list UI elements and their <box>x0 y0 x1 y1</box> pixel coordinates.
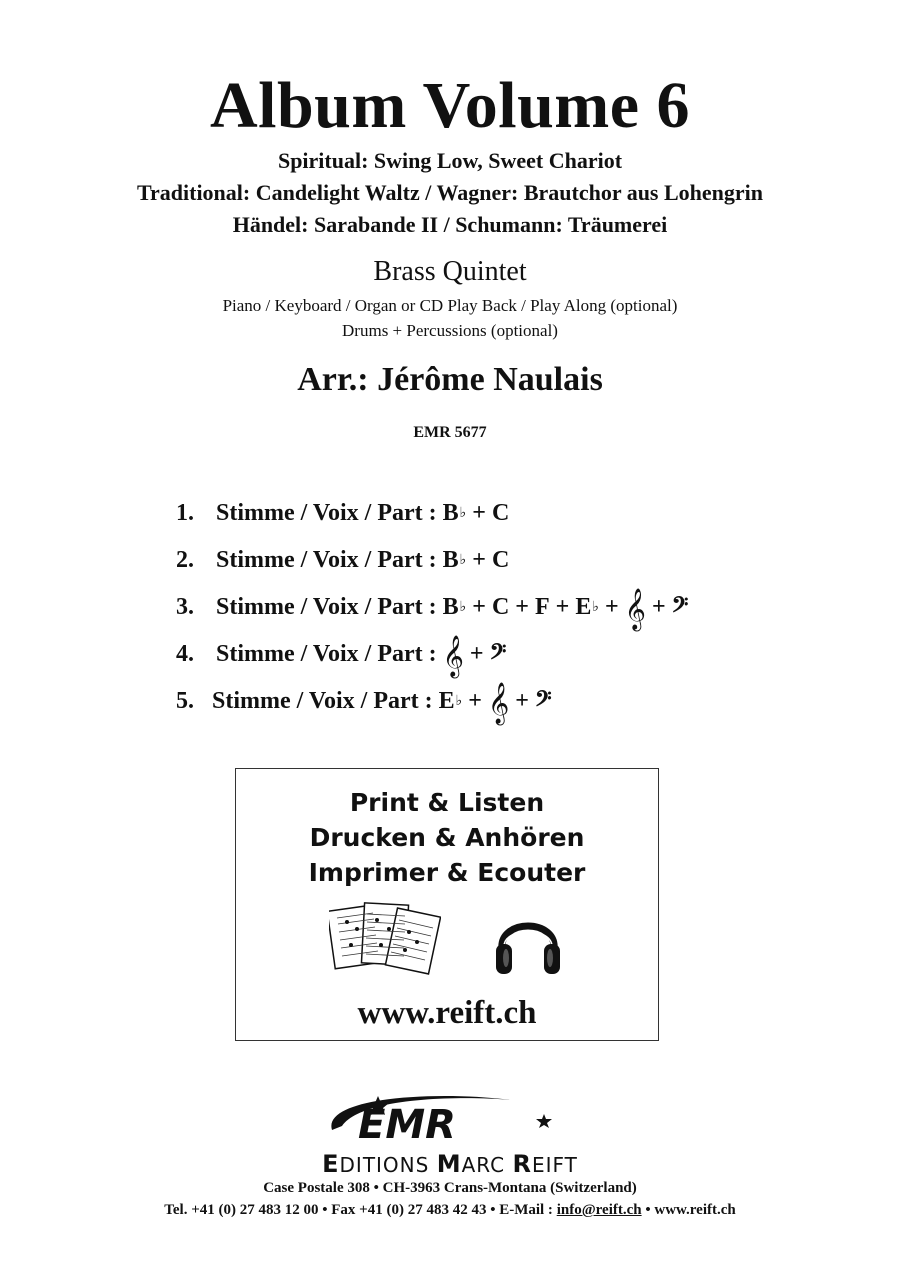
plus-sign: + <box>604 594 619 620</box>
plus-sign: + <box>472 547 486 573</box>
ensemble-label: Brass Quintet <box>373 256 527 287</box>
promo-line-english: Print & Listen <box>349 788 545 817</box>
email-link[interactable]: info@reift.ch <box>556 1202 642 1218</box>
logo-text: EMR <box>358 1102 456 1148</box>
arranger: Arr.: Jérôme Naulais <box>297 361 603 398</box>
plus-sign: + <box>472 594 486 620</box>
publisher-initial-r: R <box>512 1150 532 1178</box>
contact-phone-fax: Tel. +41 (0) 27 483 12 00 • Fax +41 (0) 27 483 42 43 • E-Mail : <box>164 1202 557 1218</box>
promo-url[interactable]: www.reift.ch <box>357 995 537 1031</box>
key-c: C <box>491 500 510 526</box>
part-row-3 <box>176 584 688 631</box>
part-number: 3. <box>176 594 194 620</box>
key-c: C <box>491 594 510 620</box>
part-label: Stimme / Voix / Part : <box>216 594 437 620</box>
part-number: 2. <box>176 547 194 573</box>
treble-clef-icon: 𝄞 <box>487 682 510 724</box>
publisher-address: Case Postale 308 • CH-3963 Crans-Montana (Switzerland) <box>263 1180 637 1196</box>
part-row-1 <box>176 490 688 537</box>
part-number: 5. <box>176 688 194 714</box>
sheet-music-icon <box>329 902 441 978</box>
flat-sign: ♭ <box>592 600 599 615</box>
part-row-5 <box>176 678 688 725</box>
plus-sign: + <box>651 594 666 620</box>
key-b: B <box>442 547 459 573</box>
key-e: E <box>438 688 455 714</box>
accompaniment-line-2: Drums + Percussions (optional) <box>342 321 558 340</box>
publisher-initial-e: E <box>322 1150 340 1178</box>
flat-sign: ♭ <box>459 600 467 615</box>
plus-sign: + <box>468 688 482 714</box>
subtitle-line-1: Spiritual: Swing Low, Sweet Chariot <box>277 148 623 173</box>
bass-clef-icon: 𝄢 <box>671 592 689 623</box>
key-b: B <box>442 594 459 620</box>
plus-sign: + <box>469 641 484 667</box>
plus-sign: + <box>515 594 529 620</box>
key-c: C <box>491 547 510 573</box>
publisher-word-reift: EIFT <box>531 1153 578 1177</box>
publisher-name <box>0 1150 900 1178</box>
promo-line-german: Drucken & Anhören <box>309 823 585 852</box>
part-number: 4. <box>176 641 194 667</box>
catalog-number: EMR 5677 <box>413 424 487 441</box>
headphones-icon <box>492 904 564 980</box>
publisher-initial-m: M <box>436 1150 462 1178</box>
flat-sign: ♭ <box>455 694 463 709</box>
part-row-4 <box>176 631 688 678</box>
emr-logo <box>262 1090 642 1148</box>
subtitle-line-3: Händel: Sarabande II / Schumann: Träumerei <box>232 212 668 237</box>
part-label: Stimme / Voix / Part : <box>216 500 437 526</box>
subtitle-line-2: Traditional: Candelight Waltz / Wagner: Brautchor aus Lohengrin <box>136 180 764 205</box>
plus-sign: + <box>472 500 486 526</box>
publisher-word-editions: DITIONS <box>339 1153 437 1177</box>
part-label: Stimme / Voix / Part : <box>212 688 433 714</box>
flat-sign: ♭ <box>459 506 467 521</box>
parts-list <box>176 490 688 725</box>
page-title: Album Volume 6 <box>209 69 691 142</box>
key-e: E <box>575 594 592 620</box>
bass-clef-icon: 𝄢 <box>534 686 552 717</box>
publisher-word-marc: ARC <box>461 1153 513 1177</box>
key-b: B <box>442 500 459 526</box>
publisher-contact <box>0 1202 900 1219</box>
contact-website: • www.reift.ch <box>641 1202 736 1218</box>
plus-sign: + <box>515 688 529 714</box>
key-f: F <box>534 594 550 620</box>
part-number: 1. <box>176 500 194 526</box>
print-and-listen-box <box>235 768 659 1041</box>
part-label: Stimme / Voix / Part : <box>216 641 437 667</box>
promo-line-french: Imprimer & Ecouter <box>308 858 586 887</box>
flat-sign: ♭ <box>459 553 467 568</box>
part-row-2 <box>176 537 688 584</box>
bass-clef-icon: 𝄢 <box>489 639 507 670</box>
treble-clef-icon: 𝄞 <box>442 635 464 677</box>
part-label: Stimme / Voix / Part : <box>216 547 437 573</box>
plus-sign: + <box>555 594 570 620</box>
accompaniment-line-1: Piano / Keyboard / Organ or CD Play Back / Play Along (optional) <box>222 296 678 315</box>
treble-clef-icon: 𝄞 <box>624 588 646 630</box>
